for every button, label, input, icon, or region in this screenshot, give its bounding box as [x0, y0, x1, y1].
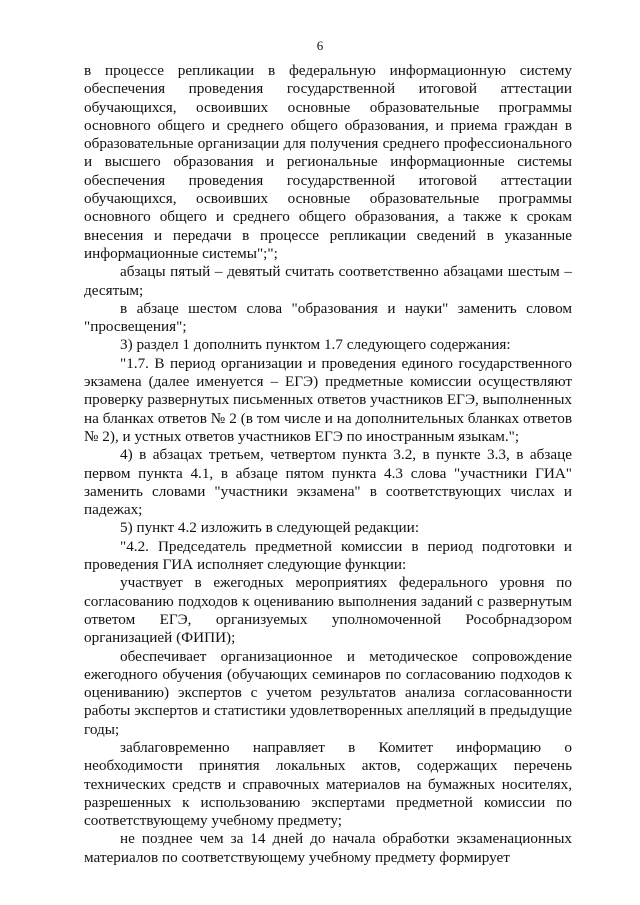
paragraph: в абзаце шестом слова "образования и науки" заменить словом "просвещения";: [84, 299, 572, 336]
paragraph: обеспечивает организационное и методическое сопровождение ежегодного обучения (обучающих семинаров по согласованию подходов к оцениванию) экспертов с учетом результатов анализа согласованности работы экспертов и статистики удовлетворенных апелляций в предыдущие годы;: [84, 647, 572, 738]
paragraph: 4) в абзацах третьем, четвертом пункта 3.2, в пункте 3.3, в абзаце первом пункта 4.1, в абзаце пятом пункта 4.3 слова "участники ГИА" заменить словами "участники экзамена" в соответствующих числах и падежах;: [84, 446, 572, 519]
document-body: [84, 62, 572, 867]
paragraph: абзацы пятый – девятый считать соответственно абзацами шестым – десятым;: [84, 263, 572, 299]
paragraph: "1.7. В период организации и проведения единого государственного экзамена (далее именуется – ЕГЭ) предметные комиссии осуществляют проверку развернутых письменных ответов участников ЕГЭ, выполненных на бланках ответов № 2 (в том числе и на дополнительных бланках ответов № 2), и устных ответов участников ЕГЭ по иностранным языкам.";: [84, 354, 572, 445]
paragraph: 3) раздел 1 дополнить пунктом 1.7 следующего содержания:: [120, 336, 511, 354]
paragraph: 5) пункт 4.2 изложить в следующей редакции:: [120, 519, 420, 537]
page-number: 6: [316, 38, 324, 53]
paragraph: не позднее чем за 14 дней до начала обработки экзаменационных материалов по соответствующему учебному предмету формирует: [84, 830, 572, 866]
paragraph: участвует в ежегодных мероприятиях федерального уровня по согласованию подходов к оцениванию выполнения заданий с развернутым ответом ЕГЭ, организуемых уполномоченной Рособрнадзором организацией (ФИПИ);: [84, 574, 572, 647]
paragraph: "4.2. Председатель предметной комиссии в период подготовки и проведения ГИА исполняет следующие функции:: [84, 537, 572, 574]
paragraph: в процессе репликации в федеральную информационную систему обеспечения проведения государственной итоговой аттестации обучающихся, освоивших основные образовательные программы основного общего и среднего общего образования, и приема граждан в образовательные организации для получения среднего профессионального и высшего образования и региональные информационные системы обеспечения проведения государственной итоговой аттестации обучающихся, освоивших основные образовательные программы основного общего и среднего общего образования, а также к срокам внесения и передачи в процессе репликации сведений в указанные информационные системы";";: [84, 62, 572, 262]
paragraph: заблаговременно направляет в Комитет информацию о необходимости принятия локальных актов, содержащих перечень технических средств и справочных материалов на бумажных носителях, разрешенных к использованию экспертами предметной комиссии по соответствующему учебному предмету;: [84, 738, 572, 830]
